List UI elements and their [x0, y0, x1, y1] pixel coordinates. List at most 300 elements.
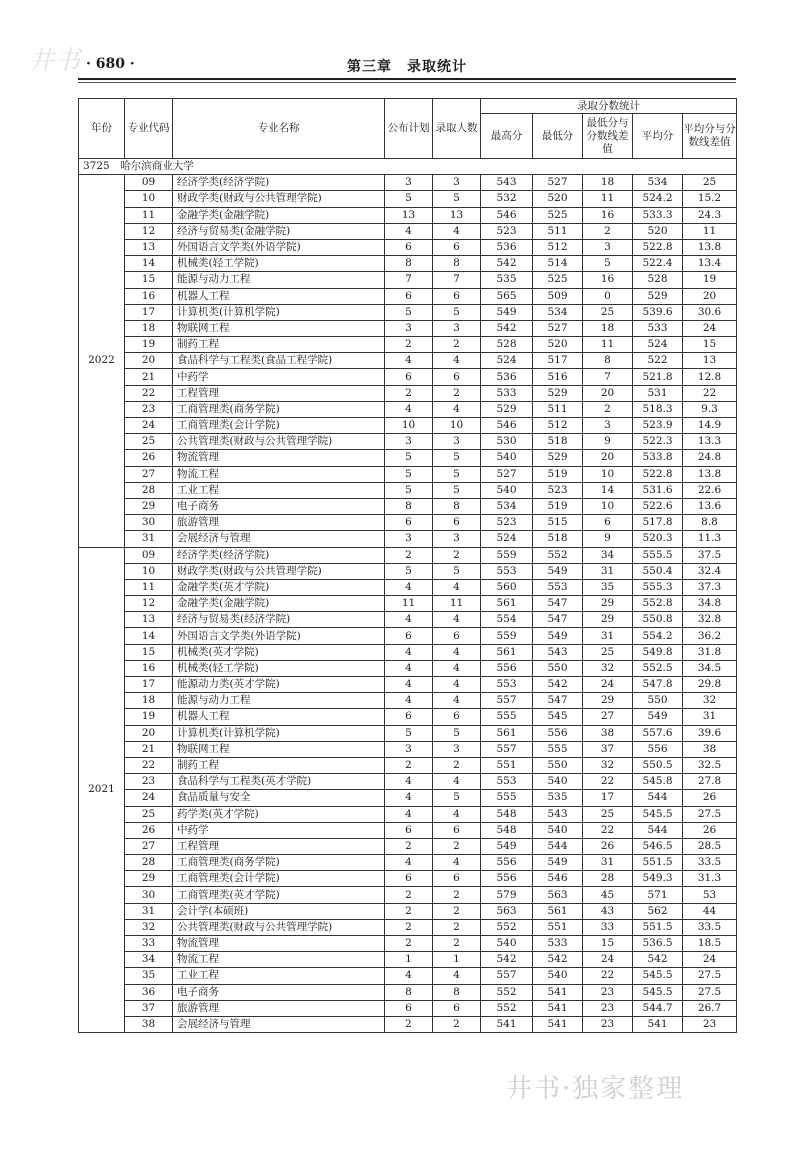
cell-code: 21: [125, 741, 173, 757]
cell-min: 516: [533, 369, 583, 385]
table-row: [79, 272, 737, 288]
cell-avg: 521.8: [633, 369, 683, 385]
cell-admitted: 4: [433, 806, 481, 822]
table-row: [79, 612, 737, 628]
table-row: [79, 952, 737, 968]
cell-admitted: 5: [433, 466, 481, 482]
cell-name: 工业工程: [173, 482, 385, 498]
cell-code: 16: [125, 660, 173, 676]
cell-name: 会展经济与管理: [173, 531, 385, 547]
cell-max: 541: [481, 1016, 533, 1032]
cell-min: 515: [533, 515, 583, 531]
cell-avg: 554.2: [633, 628, 683, 644]
cell-min: 549: [533, 855, 583, 871]
cell-min: 540: [533, 968, 583, 984]
col-header-max: 最高分: [481, 114, 533, 159]
col-header-name: 专业名称: [173, 99, 385, 159]
cell-avg: 539.6: [633, 304, 683, 320]
cell-min-diff: 3: [583, 239, 633, 255]
cell-min: 520: [533, 337, 583, 353]
cell-min: 547: [533, 693, 583, 709]
cell-name: 工程管理: [173, 838, 385, 854]
cell-admitted: 6: [433, 515, 481, 531]
cell-min: 550: [533, 660, 583, 676]
cell-admitted: 5: [433, 563, 481, 579]
cell-min-diff: 23: [583, 1000, 633, 1016]
cell-avg-diff: 8.8: [683, 515, 737, 531]
cell-admitted: 3: [433, 434, 481, 450]
cell-admitted: 4: [433, 968, 481, 984]
cell-avg-diff: 26: [683, 822, 737, 838]
cell-max: 530: [481, 434, 533, 450]
cell-name: 经济与贸易类(经济学院): [173, 612, 385, 628]
cell-code: 15: [125, 644, 173, 660]
table-row: [79, 887, 737, 903]
cell-avg: 520: [633, 223, 683, 239]
cell-plan: 2: [385, 838, 433, 854]
cell-avg: 547.8: [633, 677, 683, 693]
cell-plan: 5: [385, 466, 433, 482]
cell-min-diff: 43: [583, 903, 633, 919]
cell-min: 549: [533, 628, 583, 644]
cell-avg: 533.3: [633, 207, 683, 223]
cell-min: 523: [533, 482, 583, 498]
cell-plan: 2: [385, 757, 433, 773]
cell-max: 542: [481, 952, 533, 968]
cell-min: 529: [533, 450, 583, 466]
col-header-code: 专业代码: [125, 99, 173, 159]
cell-max: 556: [481, 660, 533, 676]
cell-max: 524: [481, 531, 533, 547]
cell-avg-diff: 31: [683, 709, 737, 725]
cell-min: 512: [533, 239, 583, 255]
cell-code: 19: [125, 337, 173, 353]
cell-min-diff: 34: [583, 547, 633, 563]
cell-avg-diff: 27.5: [683, 806, 737, 822]
table-row: [79, 434, 737, 450]
cell-max: 540: [481, 936, 533, 952]
cell-avg: 549.8: [633, 644, 683, 660]
cell-admitted: 2: [433, 903, 481, 919]
table-row: [79, 757, 737, 773]
cell-min: 556: [533, 725, 583, 741]
cell-avg: 556: [633, 741, 683, 757]
cell-min-diff: 24: [583, 677, 633, 693]
cell-plan: 5: [385, 563, 433, 579]
cell-plan: 8: [385, 984, 433, 1000]
cell-min-diff: 29: [583, 612, 633, 628]
cell-admitted: 2: [433, 337, 481, 353]
cell-name: 工商管理类(会计学院): [173, 418, 385, 434]
cell-plan: 4: [385, 401, 433, 417]
cell-avg-diff: 26: [683, 790, 737, 806]
cell-name: 会展经济与管理: [173, 1016, 385, 1032]
cell-code: 23: [125, 774, 173, 790]
cell-code: 17: [125, 304, 173, 320]
cell-name: 食品科学与工程类(食品工程学院): [173, 353, 385, 369]
table-row: [79, 1016, 737, 1032]
cell-avg-diff: 36.2: [683, 628, 737, 644]
cell-name: 外国语言文学类(外语学院): [173, 628, 385, 644]
cell-avg-diff: 26.7: [683, 1000, 737, 1016]
cell-name: 机器人工程: [173, 709, 385, 725]
cell-avg-diff: 34.8: [683, 596, 737, 612]
cell-code: 12: [125, 223, 173, 239]
cell-max: 561: [481, 596, 533, 612]
cell-plan: 5: [385, 482, 433, 498]
cell-min-diff: 9: [583, 434, 633, 450]
cell-avg-diff: 27.8: [683, 774, 737, 790]
cell-min-diff: 27: [583, 709, 633, 725]
cell-avg-diff: 33.5: [683, 919, 737, 935]
col-header-min: 最低分: [533, 114, 583, 159]
cell-max: 553: [481, 677, 533, 693]
cell-plan: 2: [385, 385, 433, 401]
col-header-plan: 公布计划: [385, 99, 433, 159]
cell-admitted: 2: [433, 838, 481, 854]
cell-code: 25: [125, 806, 173, 822]
cell-min: 535: [533, 790, 583, 806]
cell-admitted: 5: [433, 790, 481, 806]
cell-min-diff: 35: [583, 579, 633, 595]
cell-admitted: 4: [433, 353, 481, 369]
cell-code: 18: [125, 320, 173, 336]
cell-max: 557: [481, 741, 533, 757]
cell-avg: 552.5: [633, 660, 683, 676]
cell-plan: 4: [385, 693, 433, 709]
cell-name: 工商管理类(商务学院): [173, 401, 385, 417]
cell-avg-diff: 24: [683, 952, 737, 968]
cell-name: 食品质量与安全: [173, 790, 385, 806]
cell-name: 经济学类(经济学院): [173, 547, 385, 563]
table-row: [79, 822, 737, 838]
cell-plan: 6: [385, 871, 433, 887]
cell-avg-diff: 13.8: [683, 239, 737, 255]
cell-min-diff: 31: [583, 563, 633, 579]
cell-name: 经济与贸易类(金融学院): [173, 223, 385, 239]
cell-admitted: 6: [433, 288, 481, 304]
cell-avg-diff: 24: [683, 320, 737, 336]
cell-min-diff: 25: [583, 806, 633, 822]
cell-name: 物流管理: [173, 936, 385, 952]
cell-name: 工程管理: [173, 385, 385, 401]
cell-max: 535: [481, 272, 533, 288]
cell-avg-diff: 24.3: [683, 207, 737, 223]
table-row: [79, 418, 737, 434]
table-row: [79, 855, 737, 871]
cell-admitted: 2: [433, 385, 481, 401]
cell-max: 559: [481, 547, 533, 563]
table-row: [79, 838, 737, 854]
cell-avg: 541: [633, 1016, 683, 1032]
cell-min: 544: [533, 838, 583, 854]
cell-code: 32: [125, 919, 173, 935]
cell-max: 527: [481, 466, 533, 482]
col-header-score-group: 录取分数统计: [481, 99, 737, 114]
cell-avg: 517.8: [633, 515, 683, 531]
cell-name: 工商管理类(英才学院): [173, 887, 385, 903]
cell-min-diff: 15: [583, 936, 633, 952]
cell-admitted: 3: [433, 741, 481, 757]
cell-code: 22: [125, 757, 173, 773]
school-name: 3725 哈尔滨商业大学: [79, 159, 737, 175]
cell-code: 11: [125, 207, 173, 223]
cell-max: 560: [481, 579, 533, 595]
cell-plan: 10: [385, 418, 433, 434]
cell-avg: 522.3: [633, 434, 683, 450]
cell-avg-diff: 39.6: [683, 725, 737, 741]
table-row: [79, 304, 737, 320]
cell-avg: 545.5: [633, 806, 683, 822]
cell-max: 536: [481, 369, 533, 385]
cell-admitted: 4: [433, 579, 481, 595]
cell-min: 514: [533, 256, 583, 272]
cell-code: 12: [125, 596, 173, 612]
cell-code: 23: [125, 401, 173, 417]
cell-name: 经济学类(经济学院): [173, 175, 385, 191]
cell-avg-diff: 29.8: [683, 677, 737, 693]
cell-plan: 4: [385, 612, 433, 628]
cell-avg: 557.6: [633, 725, 683, 741]
table-row: [79, 288, 737, 304]
table-row: [79, 207, 737, 223]
cell-avg-diff: 32.5: [683, 757, 737, 773]
cell-admitted: 5: [433, 450, 481, 466]
table-row: [79, 482, 737, 498]
cell-min: 553: [533, 579, 583, 595]
cell-admitted: 4: [433, 401, 481, 417]
cell-max: 563: [481, 903, 533, 919]
cell-admitted: 6: [433, 239, 481, 255]
cell-min-diff: 29: [583, 596, 633, 612]
cell-max: 540: [481, 450, 533, 466]
cell-avg: 549.3: [633, 871, 683, 887]
cell-min: 542: [533, 952, 583, 968]
cell-name: 能源与动力工程: [173, 693, 385, 709]
cell-admitted: 4: [433, 855, 481, 871]
table-row: [79, 725, 737, 741]
cell-avg: 544.7: [633, 1000, 683, 1016]
cell-min-diff: 18: [583, 175, 633, 191]
cell-min: 543: [533, 644, 583, 660]
cell-avg: 529: [633, 288, 683, 304]
cell-name: 物流工程: [173, 466, 385, 482]
cell-avg: 549: [633, 709, 683, 725]
cell-plan: 4: [385, 660, 433, 676]
header-rule: [78, 78, 736, 80]
table-row: [79, 353, 737, 369]
cell-min-diff: 10: [583, 466, 633, 482]
cell-plan: 4: [385, 223, 433, 239]
cell-admitted: 5: [433, 482, 481, 498]
cell-plan: 2: [385, 887, 433, 903]
cell-max: 552: [481, 984, 533, 1000]
cell-code: 13: [125, 612, 173, 628]
cell-name: 物联网工程: [173, 741, 385, 757]
cell-min: 520: [533, 191, 583, 207]
cell-name: 金融学类(金融学院): [173, 207, 385, 223]
cell-plan: 5: [385, 725, 433, 741]
cell-code: 38: [125, 1016, 173, 1032]
cell-max: 546: [481, 207, 533, 223]
cell-code: 14: [125, 628, 173, 644]
cell-avg-diff: 37.3: [683, 579, 737, 595]
table-row: [79, 709, 737, 725]
cell-name: 机械类(轻工学院): [173, 256, 385, 272]
col-header-admitted: 录取人数: [433, 99, 481, 159]
cell-admitted: 5: [433, 191, 481, 207]
cell-name: 公共管理类(财政与公共管理学院): [173, 434, 385, 450]
cell-max: 528: [481, 337, 533, 353]
cell-avg-diff: 53: [683, 887, 737, 903]
cell-max: 559: [481, 628, 533, 644]
cell-code: 36: [125, 984, 173, 1000]
cell-avg: 524.2: [633, 191, 683, 207]
cell-admitted: 7: [433, 272, 481, 288]
cell-plan: 6: [385, 1000, 433, 1016]
cell-min-diff: 29: [583, 693, 633, 709]
cell-code: 09: [125, 175, 173, 191]
cell-code: 26: [125, 450, 173, 466]
cell-min: 549: [533, 563, 583, 579]
cell-admitted: 10: [433, 418, 481, 434]
cell-avg-diff: 28.5: [683, 838, 737, 854]
cell-max: 552: [481, 919, 533, 935]
cell-admitted: 13: [433, 207, 481, 223]
cell-code: 29: [125, 871, 173, 887]
col-header-min-diff: 最低分与分数线差值: [583, 114, 633, 159]
cell-min-diff: 10: [583, 498, 633, 514]
cell-admitted: 6: [433, 1000, 481, 1016]
cell-name: 能源动力类(英才学院): [173, 677, 385, 693]
cell-avg: 520.3: [633, 531, 683, 547]
cell-plan: 6: [385, 709, 433, 725]
bottom-watermark: 井书·独家整理: [506, 1074, 685, 1104]
cell-code: 37: [125, 1000, 173, 1016]
cell-avg: 522: [633, 353, 683, 369]
cell-max: 557: [481, 693, 533, 709]
cell-plan: 1: [385, 952, 433, 968]
cell-avg-diff: 25: [683, 175, 737, 191]
cell-code: 17: [125, 677, 173, 693]
cell-avg: 550.8: [633, 612, 683, 628]
cell-code: 10: [125, 563, 173, 579]
page-header: [78, 54, 736, 78]
cell-min: 550: [533, 757, 583, 773]
table-row: [79, 385, 737, 401]
cell-avg-diff: 9.3: [683, 401, 737, 417]
cell-name: 中药学: [173, 822, 385, 838]
chapter-title: 第三章 录取统计: [347, 59, 467, 75]
cell-min-diff: 16: [583, 207, 633, 223]
cell-name: 工商管理类(会计学院): [173, 871, 385, 887]
cell-min-diff: 20: [583, 450, 633, 466]
cell-code: 21: [125, 369, 173, 385]
cell-min-diff: 23: [583, 984, 633, 1000]
cell-max: 523: [481, 515, 533, 531]
table-row: [79, 790, 737, 806]
cell-min-diff: 2: [583, 401, 633, 417]
cell-name: 公共管理类(财政与公共管理学院): [173, 919, 385, 935]
cell-min-diff: 11: [583, 337, 633, 353]
cell-plan: 3: [385, 741, 433, 757]
cell-min: 541: [533, 984, 583, 1000]
cell-avg: 524: [633, 337, 683, 353]
page-number: · 680 ·: [86, 56, 135, 72]
cell-plan: 3: [385, 531, 433, 547]
cell-admitted: 4: [433, 693, 481, 709]
cell-avg-diff: 13.4: [683, 256, 737, 272]
header-rule-thin: [78, 82, 736, 83]
cell-min: 527: [533, 175, 583, 191]
cell-max: 529: [481, 401, 533, 417]
cell-min: 552: [533, 547, 583, 563]
cell-name: 金融学类(英才学院): [173, 579, 385, 595]
cell-avg-diff: 24.8: [683, 450, 737, 466]
cell-avg: 542: [633, 952, 683, 968]
cell-avg: 551.5: [633, 855, 683, 871]
cell-plan: 6: [385, 822, 433, 838]
cell-admitted: 1: [433, 952, 481, 968]
cell-plan: 3: [385, 175, 433, 191]
cell-admitted: 5: [433, 725, 481, 741]
cell-avg-diff: 27.5: [683, 968, 737, 984]
cell-min-diff: 31: [583, 628, 633, 644]
cell-min: 551: [533, 919, 583, 935]
cell-plan: 2: [385, 903, 433, 919]
cell-min: 517: [533, 353, 583, 369]
cell-plan: 8: [385, 256, 433, 272]
cell-name: 电子商务: [173, 498, 385, 514]
cell-min-diff: 16: [583, 272, 633, 288]
cell-min-diff: 22: [583, 968, 633, 984]
cell-avg: 523.9: [633, 418, 683, 434]
cell-admitted: 6: [433, 822, 481, 838]
cell-name: 机械类(轻工学院): [173, 660, 385, 676]
table-row: [79, 191, 737, 207]
cell-avg-diff: 22: [683, 385, 737, 401]
table-row: [79, 401, 737, 417]
cell-plan: 2: [385, 936, 433, 952]
cell-min: 519: [533, 498, 583, 514]
table-row: [79, 450, 737, 466]
cell-avg-diff: 23: [683, 1016, 737, 1032]
cell-name: 会计学(本硕班): [173, 903, 385, 919]
table-row: [79, 369, 737, 385]
cell-min: 541: [533, 1016, 583, 1032]
cell-min-diff: 11: [583, 191, 633, 207]
cell-code: 11: [125, 579, 173, 595]
cell-avg: 546.5: [633, 838, 683, 854]
table-row: [79, 466, 737, 482]
cell-admitted: 6: [433, 709, 481, 725]
cell-avg: 533.8: [633, 450, 683, 466]
cell-name: 计算机类(计算机学院): [173, 725, 385, 741]
cell-max: 579: [481, 887, 533, 903]
table-row: [79, 498, 737, 514]
cell-min-diff: 33: [583, 919, 633, 935]
cell-admitted: 4: [433, 612, 481, 628]
table-row: [79, 984, 737, 1000]
cell-min-diff: 18: [583, 320, 633, 336]
cell-name: 电子商务: [173, 984, 385, 1000]
cell-admitted: 3: [433, 175, 481, 191]
cell-avg: 562: [633, 903, 683, 919]
cell-code: 24: [125, 790, 173, 806]
cell-max: 565: [481, 288, 533, 304]
cell-avg-diff: 31.3: [683, 871, 737, 887]
cell-min: 511: [533, 401, 583, 417]
